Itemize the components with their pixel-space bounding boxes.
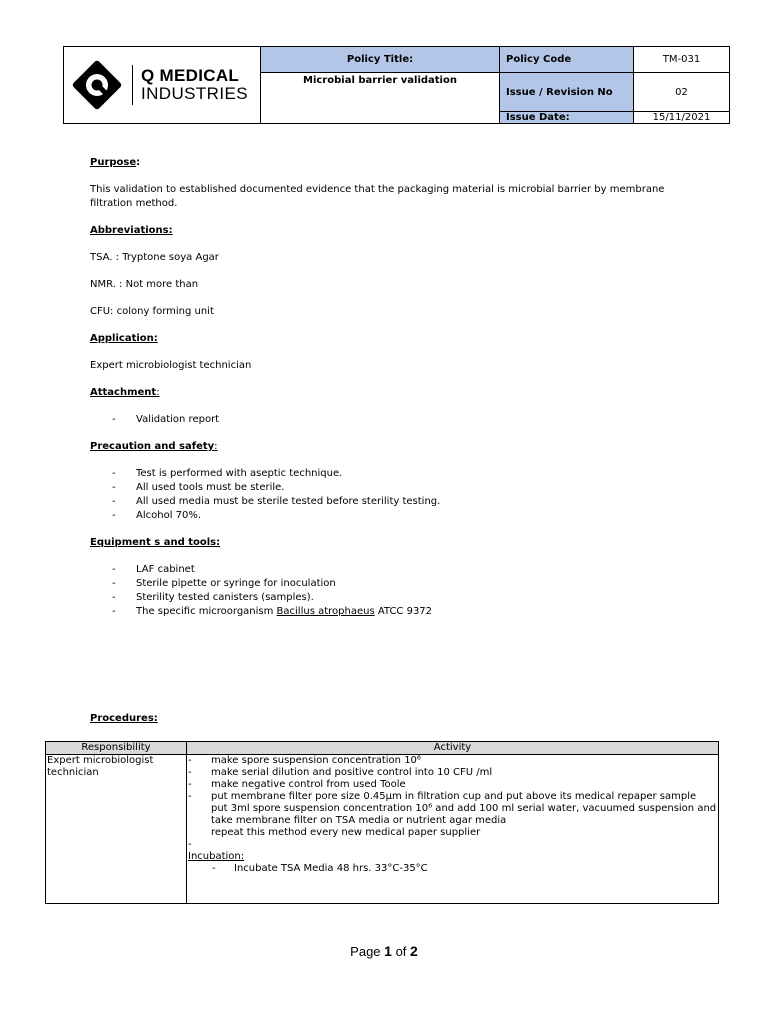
attachment-list [90,413,700,427]
activity-step: - make negative control from used Toole [188,779,717,791]
activity-step: put 3ml spore suspension concentration 10⁶ and add 100 ml serial water, vacuumed suspension and take membrane filter on TSA media or nutrient agar media [211,803,717,826]
application-text: Expert microbiologist technician [90,360,252,371]
page-total: 2 [410,943,418,959]
revision-value: 02 [634,73,730,112]
policy-title-label: Policy Title: [261,47,500,73]
application-heading: Application: [90,333,158,344]
activity-step-empty [188,839,717,851]
activity-cell [187,755,719,904]
equipment-item-organism: - The specific microorganism Bacillus atrophaeus ATCC 9372 [90,605,700,619]
activity-column-header: Activity [187,742,719,755]
abbreviation-item: NMR. : Not more than [90,279,199,290]
incubation-heading: Incubation: [188,851,245,862]
logo-divider [132,65,133,105]
table-row [46,755,719,904]
responsibility-cell: Expert microbiologist technician [46,755,187,904]
equipment-item: - Sterile pipette or syringe for inoculation [90,577,700,591]
page-footer: Page 1 of 2 [350,943,418,959]
policy-code-label: Policy Code [500,47,634,73]
precaution-item: - Alcohol 70%. [90,509,700,523]
equipment-list [90,563,700,619]
document-header [63,46,730,124]
purpose-text: This validation to established documented evidence that the packaging material is microbial barrier by membrane filtration method. [90,184,665,209]
document-body [90,156,700,619]
activity-step: - put membrane filter pore size 0.45μm in filtration cup and put above its medical repaper sample [188,791,717,803]
policy-code-value: TM-031 [634,47,730,73]
issue-date-label: Issue Date: [500,112,634,124]
company-name-line1: Q MEDICAL [141,66,240,85]
abbreviation-item: CFU: colony forming unit [90,306,214,317]
issue-date-value: 15/11/2021 [634,112,730,124]
equipment-item: - LAF cabinet [90,563,700,577]
logo-cell [64,47,261,124]
company-name-line2: INDUSTRIES [141,84,248,103]
activity-step: repeat this method every new medical paper supplier [211,827,481,838]
incubation-item: - Incubate TSA Media 48 hrs. 33°C-35°C [188,863,717,875]
attachment-heading: Attachment: [90,387,160,398]
q-logo-icon [72,60,122,110]
precaution-item: - All used tools must be sterile. [90,481,700,495]
revision-label: Issue / Revision No [500,73,634,112]
equipment-item: - Sterility tested canisters (samples). [90,591,700,605]
responsibility-column-header: Responsibility [46,742,187,755]
attachment-item: - Validation report [90,413,700,427]
procedures-heading: Procedures: [90,713,158,724]
abbreviations-heading: Abbreviations: [90,225,173,236]
purpose-heading: Purpose: [90,157,141,168]
procedures-table [45,741,719,904]
activity-step: - make spore suspension concentration 10⁶ [188,755,717,767]
page-number: 1 [384,943,392,959]
precaution-item: - All used media must be sterile tested before sterility testing. [90,495,700,509]
activity-step: - make serial dilution and positive control into 10 CFU /ml [188,767,717,779]
precaution-item: - Test is performed with aseptic technique. [90,467,700,481]
policy-title-value: Microbial barrier validation [261,73,500,124]
precaution-heading: Precaution and safety: [90,441,218,452]
precaution-list [90,467,700,523]
company-logo [64,47,260,123]
equipment-heading: Equipment s and tools: [90,537,221,548]
abbreviation-item: TSA. : Tryptone soya Agar [90,252,219,263]
